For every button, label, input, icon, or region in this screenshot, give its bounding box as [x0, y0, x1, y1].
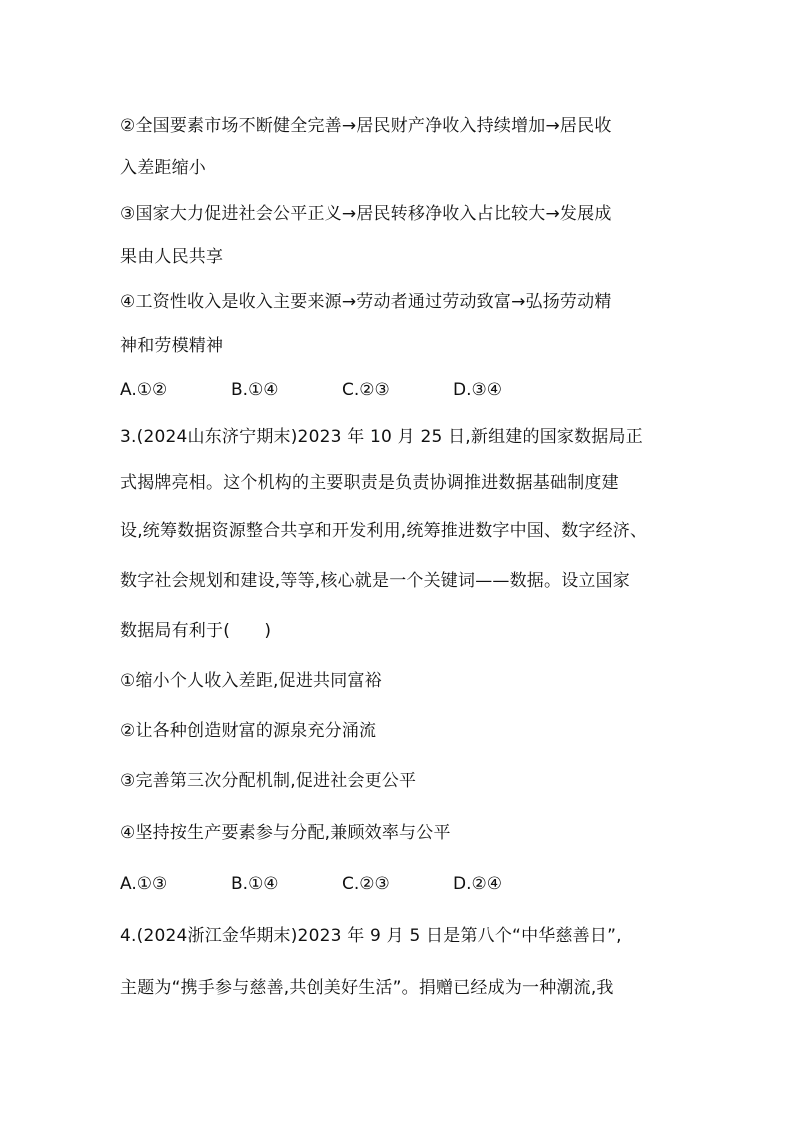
- q3-option-a: A.①③: [120, 874, 168, 894]
- q3-stem-line5: 数据局有利于( ): [120, 621, 272, 641]
- q3-option-b: B.①④: [231, 874, 279, 894]
- q2-item4-line2: 神和劳模精神: [120, 336, 224, 356]
- q2-item2-line1: ②全国要素市场不断健全完善→居民财产净收入持续增加→居民收: [120, 116, 612, 136]
- q2-option-c: C.②③: [342, 380, 390, 400]
- q2-options: [120, 379, 502, 401]
- q3-item2: ②让各种创造财富的源泉充分涌流: [120, 721, 377, 741]
- q2-option-a: A.①②: [120, 380, 168, 400]
- q3-options: [120, 873, 502, 895]
- q3-item3: ③完善第三次分配机制,促进社会更公平: [120, 771, 417, 791]
- q2-option-b: B.①④: [231, 380, 279, 400]
- q3-stem-line2: 式揭牌亮相。这个机构的主要职责是负责协调推进数据基础制度建: [120, 473, 619, 493]
- q4-stem-line2: 主题为“携手参与慈善,共创美好生活”。捐赠已经成为一种潮流,我: [120, 978, 614, 998]
- q2-item4-line1: ④工资性收入是收入主要来源→劳动者通过劳动致富→弘扬劳动精: [120, 292, 612, 312]
- q2-item3-line2: 果由人民共享: [120, 247, 224, 267]
- q3-stem-line3: 设,统筹数据资源整合共享和开发利用,统筹推进数字中国、数字经济、: [120, 521, 648, 541]
- q3-stem-line1: 3.(2024山东济宁期末)2023 年 10 月 25 日,新组建的国家数据局正: [120, 427, 643, 447]
- q3-item1: ①缩小个人收入差距,促进共同富裕: [120, 671, 382, 691]
- q3-option-d: D.②④: [453, 874, 502, 894]
- q2-item2-line2: 入差距缩小: [120, 158, 206, 178]
- q3-option-c: C.②③: [342, 874, 390, 894]
- q2-option-d: D.③④: [453, 380, 502, 400]
- q3-item4: ④坚持按生产要素参与分配,兼顾效率与公平: [120, 823, 451, 843]
- q2-item3-line1: ③国家大力促进社会公平正义→居民转移净收入占比较大→发展成: [120, 204, 612, 224]
- q4-stem-line1: 4.(2024浙江金华期末)2023 年 9 月 5 日是第八个“中华慈善日”,: [120, 926, 622, 946]
- q3-stem-line4: 数字社会规划和建设,等等,核心就是一个关键词——数据。设立国家: [120, 571, 631, 591]
